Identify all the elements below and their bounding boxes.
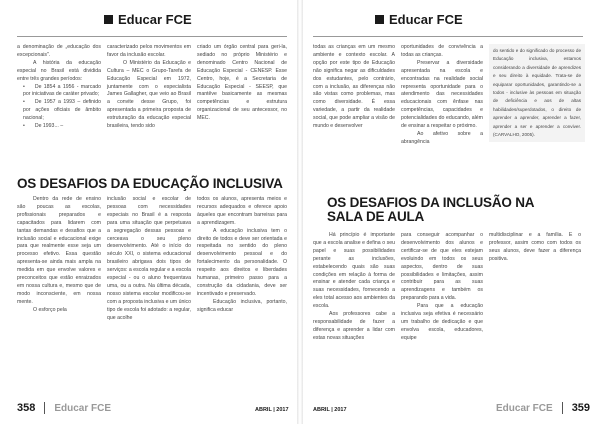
paragraph: Há princípio é importante que a escola analise e defina o seu papel e suas possibilidades perante as inclusões, estabelecendo quais são suas condições em relação à forma de ensinar e atender cada criança e suas necessidades, fornecendo a eles total acesso aos ambientes da escola. [313,232,395,310]
paragraph: • De 1993... – [17,123,101,131]
left-footer [17,402,111,414]
paragraph: do sentido e do significado do processo de Educação inclusiva, estamos considerando a diversidade de aprendizes e seu direito à equidade. Trata-se de equiparar oportunidades, garantindo-se a todos - inclusive às pessoas em situação de deficiência e aos de altas habilidades/superdotados, o direito de aprender a aprender, aprender a fazer, aprender a ser e aprender a conviver. (CARVALHO, 2005). [493,48,581,138]
paragraph: Para que a educação inclusiva seja efetiva é necessário um trabalho de dedicação e que envolva escola, educadores, equipe [401,303,483,341]
page-number: 358 [17,402,36,414]
paragraph: multidisciplinar e a família. E o professor, assim como com todos os seus alunos, deve fazer a diferença positiva. [489,232,581,262]
issue-date: ABRIL | 2017 [313,407,347,413]
paragraph: para conseguir acompanhar o desenvolvimento dos alunos e certificar-se de que eles estejam evoluindo em todos os seus aspectos, dentro de suas possibilidades e limitações, assim contribuir para as suas aprendizagens e também os preparando para a vida. [401,232,483,302]
right-section-col-3 [489,232,581,264]
paragraph: caracterizado pelos movimentos em favor da inclusão escolar. [107,44,191,58]
paragraph: todos os alunos, apresenta meios e recursos adequados e oferece apoio àqueles que encontram barreiras para a aprendizagem. [197,196,287,226]
left-section-col-2 [107,196,191,323]
paragraph: inclusão social e escolar de pessoas com necessidades especiais no Brasil é a resposta para uma situação que perpetuava a segregação dessas pessoas e cerceava o seu pleno desenvolvimento. Até o início do século XXI, o sistema educacional brasileiro abrigava dois tipos de serviços: a escola regular e a escola especial - ou o aluno frequentava uma, ou a outra. Na última década, nosso sistema escolar modificou-se com a proposta inclusiva e um único tipo de escola foi adotado: a regular, que acolhe [107,196,191,321]
header-rule [17,36,287,37]
left-section-col-1 [17,196,101,315]
paragraph: A história da educação especial no Brasil está dividida entre três grandes períodos: [17,59,101,82]
left-page [0,0,297,424]
paragraph: O Ministério da Educação e Cultura – MEC o Grupo-Tarefa de Educação Especial em 1972, juntamente com o especialista James Gallagher, que veio ao Brasil a convite desse Grupo, foi apresentada a primeira proposta de estruturação da educação especial brasileira, tendo sido [107,59,191,130]
paragraph: criado um órgão central para geri-la, sediado no próprio Ministério e denominado Centro Nacional de Educação Especial - CENESP. Esse Centro, hoje, é a Secretaria de Educação Especial - SEESP, que mantêve basicamente as mesmas competências e estrutura organizacional de seu antecessor, no MEC. [197,44,287,122]
black-square-icon [104,15,113,24]
left-col-1 [17,44,101,131]
paragraph: • De 1854 a 1956 - marcado por iniciativas de caráter privado; [17,84,101,100]
paragraph: Preservar a diversidade apresentada na escola e encontradas na realidade social representa oportunidade para o atendimento das necessidades educacionais com ênfase nas competências, capacidades e potencialidades do educando, além de ensinar a respeitar o próximo. [401,59,483,130]
right-col-3-box [489,44,585,142]
section-title: OS DESAFIOS DA EDUCAÇÃO INCLUSIVA [17,176,283,191]
left-col-3 [197,44,287,123]
right-col-2 [401,44,483,147]
paragraph: Ao afetivo sobre a abrangência [401,130,483,145]
section-title: OS DESAFIOS DA INCLUSÃO NA SALA DE AULA [327,195,534,224]
paragraph: A educação inclusiva tem o direito de todos e deve ser orientada e respeitada no sentido do pleno desenvolvimento pessoal e do fortalecimento da personalidade. O respeito aos direitos e liberdades humanas, primeiro passo para a construção da cidadania, deve ser incentivado e preservado. [197,227,287,297]
paragraph: a denominação de „educação dos excepcionais". [17,44,101,58]
issue-date: ABRIL | 2017 [255,407,289,413]
paragraph: Aos professores cabe a responsabilidade de fazer a diferença e aprender a lidar com estas novas situações [313,311,395,341]
right-header [375,12,463,27]
black-square-icon [375,15,384,24]
paragraph: todas as crianças em um mesmo ambiente e contexto escolar. A opção por este tipo de Educação não significa negar as dificuldades dos estudantes, pelo contrário, com a inclusão, as diferenças não são vistas como problemas, mas como diversidade. É essa variedade, a partir da realidade social, que pode ampliar a visão de mundo e desenvolver [313,44,395,130]
left-section-col-3 [197,196,287,315]
paragraph: • De 1957 a 1993 – definido por ações oficiais de âmbito nacional; [17,99,101,123]
paragraph: O esforço pela [33,306,67,313]
footer-divider [562,402,563,414]
right-page [303,0,600,424]
header-rule [313,36,583,37]
footer-brand: Educar FCE [54,402,112,414]
paragraph: oportunidades de convivência a todas as crianças. [401,44,483,58]
page-number: 359 [571,402,591,414]
magazine-title: Educar FCE [118,12,192,27]
left-header [104,12,192,27]
right-section-col-1 [313,232,395,343]
magazine-title: Educar FCE [389,12,463,27]
left-col-2 [107,44,191,131]
right-col-1 [313,44,395,131]
paragraph: Dentro da rede de ensino são poucas as escolas, profissionais preparados e capacitados para lidarem com tantas demandas e desafios que a inclusão social e educacional exige para que realmente esse seja um processo efetivo. Essa questão apresenta-se ainda mais ampla na medida em que envolve valores e preconceitos que estão enraizados em nossa cultura e, mesmo que de modo inconsciente, em nossa mente. [17,196,101,305]
right-footer [496,402,590,414]
footer-divider [44,402,45,414]
paragraph: Educação inclusiva, portanto, significa educar [197,298,287,313]
right-section-col-2 [401,232,483,343]
footer-brand: Educar FCE [496,402,553,414]
